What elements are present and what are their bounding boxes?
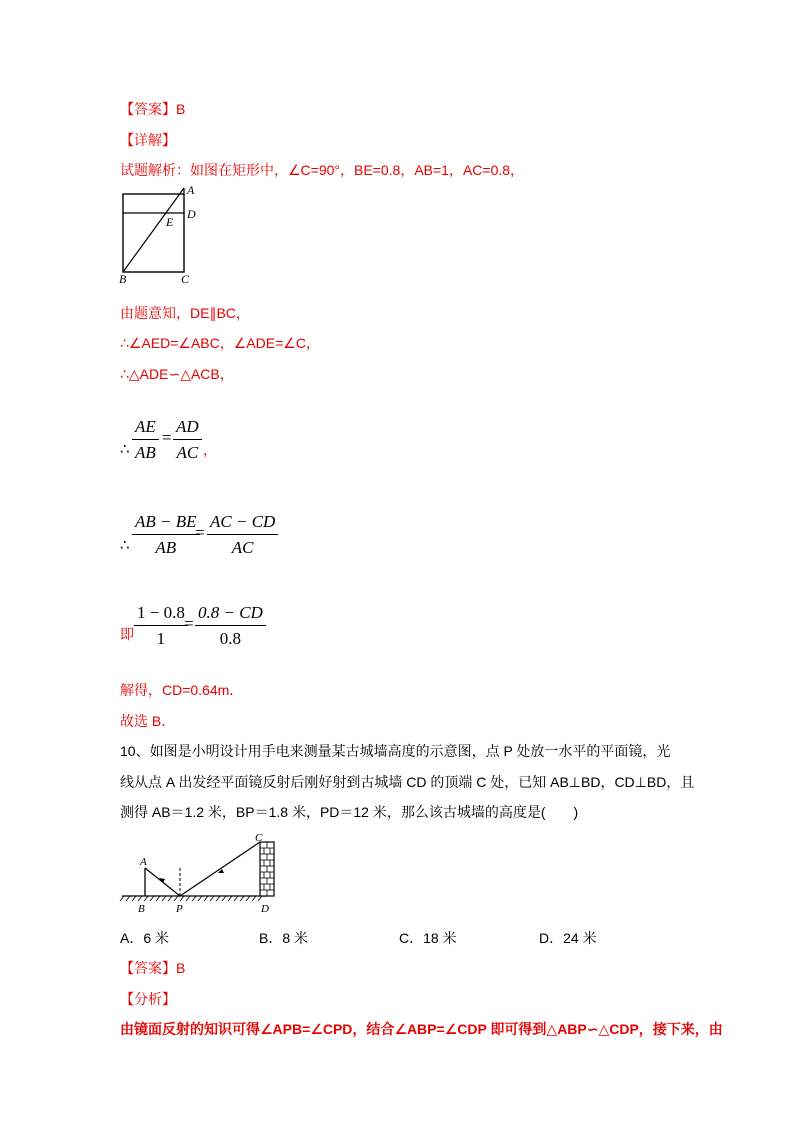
equals-sign: = — [162, 428, 172, 447]
solve-result: 解得，CD=0.64m． — [120, 682, 244, 698]
label-d: D — [187, 207, 196, 221]
answer-label-10: 【答案】B — [120, 960, 186, 976]
detail-heading: 【详解】 — [120, 132, 176, 148]
step-angles: ∴∠AED=∠ABC，∠ADE=∠C， — [120, 335, 320, 351]
namely-label: 即 — [120, 626, 134, 642]
question-10-line-2: 线从点 A 出发经平面镜反射后刚好射到古城墙 CD 的顶端 C 处，已知 AB⊥BD，CD⊥BD，且 — [120, 774, 695, 790]
option-a: A．6 米 — [120, 930, 170, 946]
fraction-08-minus-cd: $\frac{0.8 - CD}{0.8}$ — [195, 603, 266, 649]
fraction-ad-ac: $\frac{AD}{AC}$ — [173, 417, 202, 463]
label-e: E — [166, 215, 174, 229]
fraction-ab-minus-be: $\frac{AB - BE}{AB}$ — [132, 512, 200, 558]
equals-sign: = — [184, 614, 194, 633]
fraction-ae-ab: $\frac{AE}{AB}$ — [132, 417, 159, 463]
label-a: A — [187, 184, 195, 197]
label-a: A — [140, 856, 147, 868]
analysis-text: 由镜面反射的知识可得∠APB=∠CPD，结合∠ABP=∠CDP 即可得到△ABP∽△CDP，接下来，由 — [120, 1021, 723, 1037]
therefore-symbol: ∴ — [120, 537, 130, 554]
wall-mirror-figure — [118, 832, 288, 916]
label-b: B — [138, 903, 145, 915]
question-10-line-1: 10、如图是小明设计用手电来测量某古城墙高度的示意图，点 P 处放一水平的平面镜，光 — [120, 743, 671, 759]
fraction-1-minus-08: $\frac{1 - 0.8}{1}$ — [134, 603, 188, 649]
label-b: B — [119, 272, 127, 286]
step-parallel: 由题意知，DE∥BC， — [120, 305, 250, 321]
option-c: C．18 米 — [399, 930, 457, 946]
comma: ， — [203, 442, 217, 458]
fraction-ac-minus-cd: $\frac{AC - CD}{AC}$ — [207, 512, 278, 558]
equals-sign: = — [195, 523, 205, 542]
option-b: B．8 米 — [259, 930, 309, 946]
answer-label: 【答案】B — [120, 101, 186, 117]
label-c: C — [255, 832, 263, 844]
step-similar: ∴△ADE∽△ACB， — [120, 366, 234, 382]
label-c: C — [181, 272, 190, 286]
option-d: D．24 米 — [539, 930, 597, 946]
solution-intro: 试题解析：如图在矩形中，∠C=90°，BE=0.8，AB=1，AC=0.8， — [120, 162, 525, 178]
therefore-symbol: ∴ — [120, 441, 130, 458]
analysis-heading: 【分析】 — [120, 991, 176, 1007]
rectangle-figure — [116, 184, 208, 286]
question-10-line-3: 测得 AB＝1.2 米，BP＝1.8 米，PD＝12 米，那么该古城墙的高度是( ) — [120, 804, 579, 820]
choose-answer: 故选 B． — [120, 713, 176, 729]
label-p: P — [176, 903, 183, 915]
label-d: D — [261, 903, 269, 915]
